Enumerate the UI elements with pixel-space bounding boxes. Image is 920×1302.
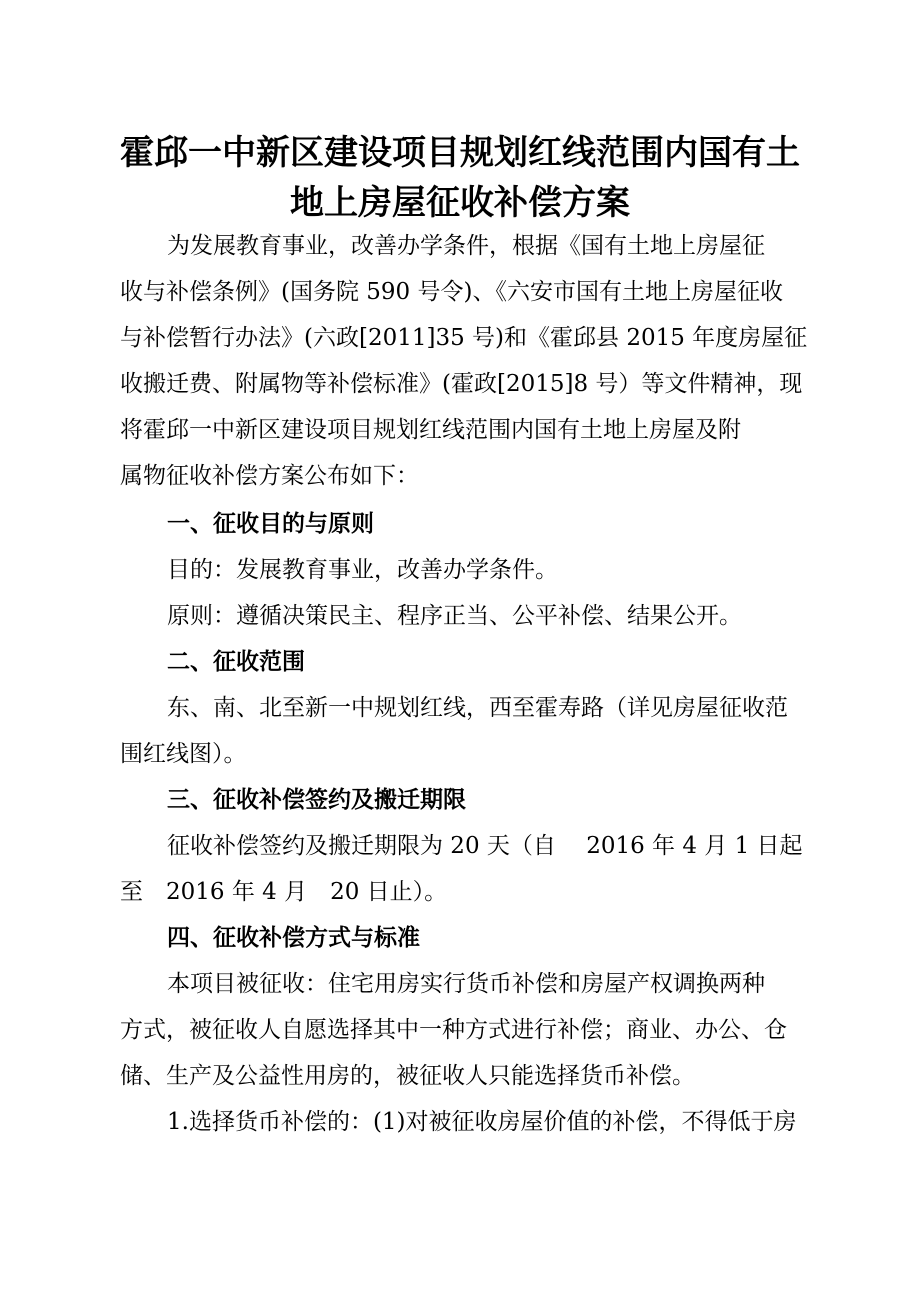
intro-line-1: 为发展教育事业，改善办学条件，根据《国有土地上房屋征 [167, 233, 765, 259]
title-line-1: 霍邱一中新区建设项目规划红线范围内国有土 [120, 133, 800, 173]
intro-line-3: 与补偿暂行办法》(六政[2011]35 号)和《霍邱县 2015 年度房屋征 [120, 325, 808, 351]
intro-line-4: 收搬迁费、附属物等补偿标准》(霍政[2015]8 号）等文件精神，现 [120, 371, 803, 397]
section-1-heading: 一、征收目的与原则 [167, 511, 374, 537]
section-3-heading: 三、征收补偿签约及搬迁期限 [167, 787, 466, 813]
intro-line-6: 属物征收补偿方案公布如下： [120, 463, 419, 489]
section-4-heading: 四、征收补偿方式与标准 [167, 925, 420, 951]
document-title [100, 128, 820, 228]
section-4-line-2: 方式，被征收人自愿选择其中一种方式进行补偿；商业、办公、仓 [120, 1017, 787, 1043]
section-2-heading: 二、征收范围 [167, 649, 305, 675]
intro-line-2: 收与补偿条例》(国务院 590 号令)、《六安市国有土地上房屋征收 [120, 279, 783, 305]
title-line-2: 地上房屋征收补偿方案 [290, 183, 630, 223]
section-4-item-1: 1.选择货币补偿的：(1)对被征收房屋价值的补偿，不得低于房 [167, 1109, 797, 1135]
section-2-line-2: 围红线图）。 [120, 741, 247, 767]
section-4-line-1: 本项目被征收：住宅用房实行货币补偿和房屋产权调换两种 [167, 971, 765, 997]
section-1-principle: 原则：遵循决策民主、程序正当、公平补偿、结果公开。 [167, 603, 742, 629]
section-2-line-1: 东、南、北至新一中规划红线，西至霍寿路（详见房屋征收范 [167, 695, 788, 721]
section-1-purpose: 目的：发展教育事业，改善办学条件。 [167, 557, 558, 583]
section-3-line-1: 征收补偿签约及搬迁期限为 20 天（自 2016 年 4 月 1 日起 [167, 833, 803, 859]
document-body [120, 223, 810, 1145]
section-3-line-2: 至 2016 年 4 月 20 日止）。 [120, 879, 448, 905]
section-4-line-3: 储、生产及公益性用房的，被征收人只能选择货币补偿。 [120, 1063, 695, 1089]
intro-line-5: 将霍邱一中新区建设项目规划红线范围内国有土地上房屋及附 [120, 417, 741, 443]
